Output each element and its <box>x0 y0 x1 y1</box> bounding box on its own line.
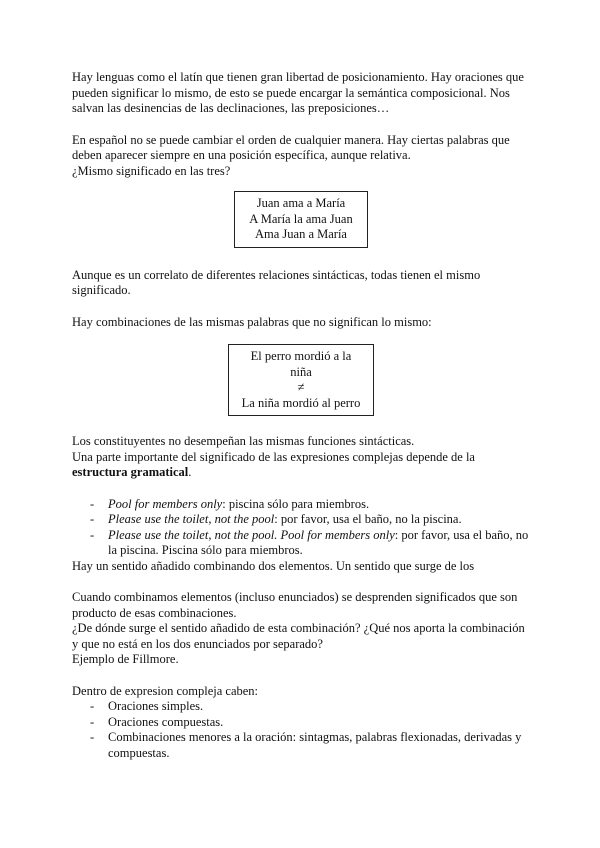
example-translation: : piscina sólo para miembros. <box>222 496 370 511</box>
box-line: El perro mordió a la niña <box>250 349 352 379</box>
list-item: - Oraciones simples. <box>72 699 530 715</box>
examples-list <box>72 497 530 559</box>
example-english: Please use the toilet, not the pool. Pool for members only <box>108 527 395 542</box>
box-line: Juan ama a María <box>256 196 346 210</box>
paragraph-espanol-orden: En español no se puede cambiar el orden de cualquier manera. Hay ciertas palabras que deben aparecer siempre en una posición específica, aunque relativa. <box>72 132 510 162</box>
box-line: Ama Juan a María <box>255 227 347 241</box>
estructura-bold: estructura gramatical <box>72 465 189 479</box>
paragraph-dentro-expresion: Dentro de expresion compleja caben: <box>72 683 259 698</box>
paragraph-latin: Hay lenguas como el latín que tienen gran libertad de posicionamiento. Hay oraciones que pueden significar lo mismo, de esto se puede encargar la semántica composicional. Nos salvan las desinencias de las declinaciones, las preposiciones… <box>72 70 524 115</box>
box-line: La niña mordió al perro <box>241 395 361 410</box>
list-item <box>72 497 530 513</box>
contents-list <box>72 699 530 761</box>
estructura-post: . <box>188 465 192 479</box>
example-english: Pool for members only <box>108 496 223 511</box>
example-translation: : por favor, usa el baño, no la piscina. Piscina sólo para miembros. <box>108 527 529 557</box>
paragraph-constituyentes: Los constituyentes no desempeñan las mismas funciones sintácticas. <box>72 434 415 448</box>
example-translation: : por favor, usa el baño, no la piscina. <box>274 512 462 526</box>
paragraph-sentido-anadido: Hay un sentido añadido combinando dos elementos. Un sentido que surge de los <box>72 558 475 573</box>
list-item <box>72 512 530 528</box>
example-english: Please use the toilet, not the pool <box>108 512 275 526</box>
example-box-perro-nina <box>228 344 374 416</box>
box-line: A María la ama Juan <box>249 211 353 226</box>
list-item <box>72 528 530 559</box>
estructura-pre: Una parte importante del significado de las expresiones complejas depende de la <box>72 449 475 464</box>
paragraph-fillmore: Ejemplo de Fillmore. <box>72 652 179 666</box>
paragraph-correlato: Aunque es un correlato de diferentes relaciones sintácticas, todas tienen el mismo significado. <box>72 267 481 297</box>
paragraph-combinaciones: Hay combinaciones de las mismas palabras que no significan lo mismo: <box>72 314 432 329</box>
list-item: - Combinaciones menores a la oración: sintagmas, palabras flexionadas, derivadas y compuestas. <box>72 730 530 761</box>
question-de-donde: ¿De dónde surge el sentido añadido de esta combinación? ¿Qué nos aporta la combinación y que no está en los dos enunciados por separado? <box>72 621 525 651</box>
question-mismo-significado: ¿Mismo significado en las tres? <box>72 163 231 178</box>
paragraph-cuando-combinamos: Cuando combinamos elementos (incluso enunciados) se desprenden significados que son producto de esas combinaciones. <box>72 590 518 620</box>
example-box-juan-maria <box>234 191 368 248</box>
not-equal-sign: ≠ <box>297 380 305 394</box>
list-item: - Oraciones compuestas. <box>72 715 530 731</box>
paragraph-estructura <box>72 450 530 481</box>
